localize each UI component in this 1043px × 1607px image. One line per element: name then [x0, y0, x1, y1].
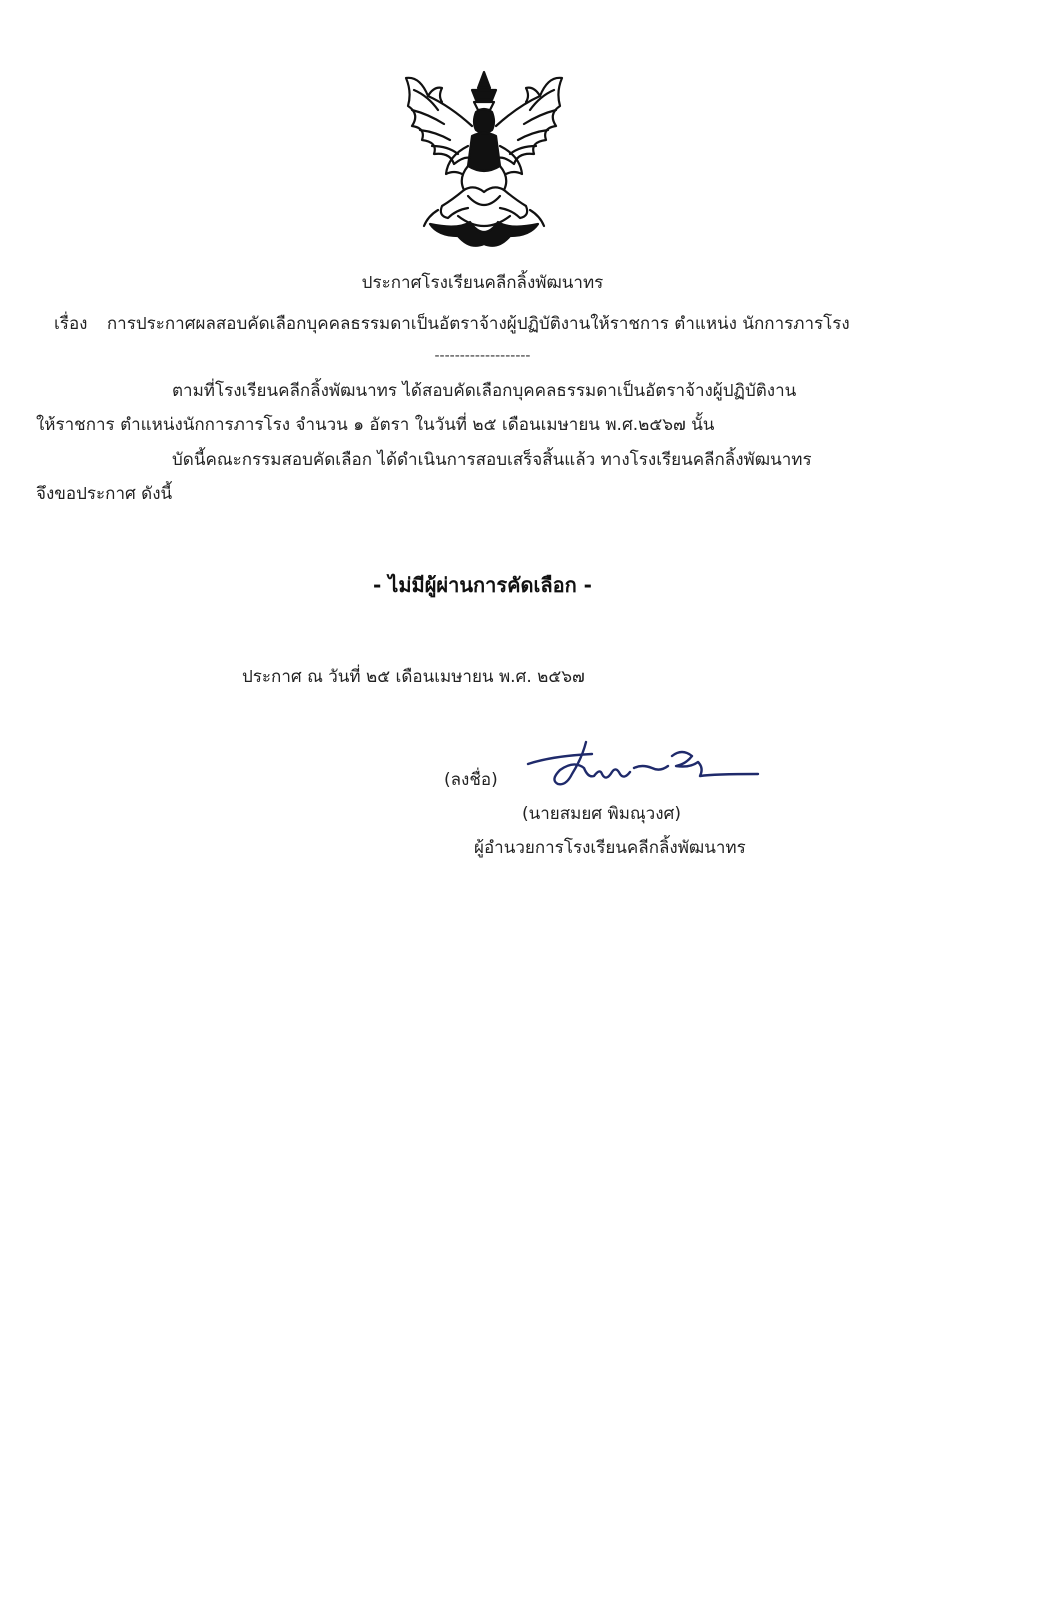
title-divider: -------------------: [434, 348, 531, 364]
paragraph-2-line-2: จึงขอประกาศ ดังนี้: [36, 484, 173, 504]
signer-name: (นายสมยศ พิมณุวงศ): [522, 804, 681, 824]
paragraph-1-line-1: ตามที่โรงเรียนคลีกลิ้งพัฒนาทร ได้สอบคัดเลือกบุคคลธรรมดาเป็นอัตราจ้างผู้ปฏิบัติงาน: [172, 381, 797, 401]
selection-result: - ไม่มีผู้ผ่านการคัดเลือก -: [373, 573, 592, 597]
subject-label: เรื่อง: [54, 314, 88, 334]
announcement-title: ประกาศโรงเรียนคลีกลิ้งพัฒนาทร: [361, 273, 604, 293]
handwritten-signature: [522, 738, 762, 798]
garuda-emblem-icon: [398, 66, 570, 254]
announcement-date: ประกาศ ณ วันที่ ๒๕ เดือนเมษายน พ.ศ. ๒๕๖๗: [242, 667, 585, 687]
subject-text: การประกาศผลสอบคัดเลือกบุคคลธรรมดาเป็นอัตราจ้างผู้ปฏิบัติงานให้ราชการ ตำแหน่ง นักการภารโรง: [106, 314, 850, 334]
signature-prefix: (ลงชื่อ): [444, 770, 498, 790]
subject-line: [54, 312, 850, 336]
paragraph-2-line-1: บัดนี้คณะกรรมสอบคัดเลือก ได้ดำเนินการสอบเสร็จสิ้นแล้ว ทางโรงเรียนคลีกลิ้งพัฒนาทร: [172, 450, 812, 470]
paragraph-1-line-2: ให้ราชการ ตำแหน่งนักการภารโรง จำนวน ๑ อัตรา ในวันที่ ๒๕ เดือนเมษายน พ.ศ.๒๕๖๗ นั้น: [36, 415, 715, 435]
signer-position: ผู้อำนวยการโรงเรียนคลีกลิ้งพัฒนาทร: [474, 838, 746, 858]
